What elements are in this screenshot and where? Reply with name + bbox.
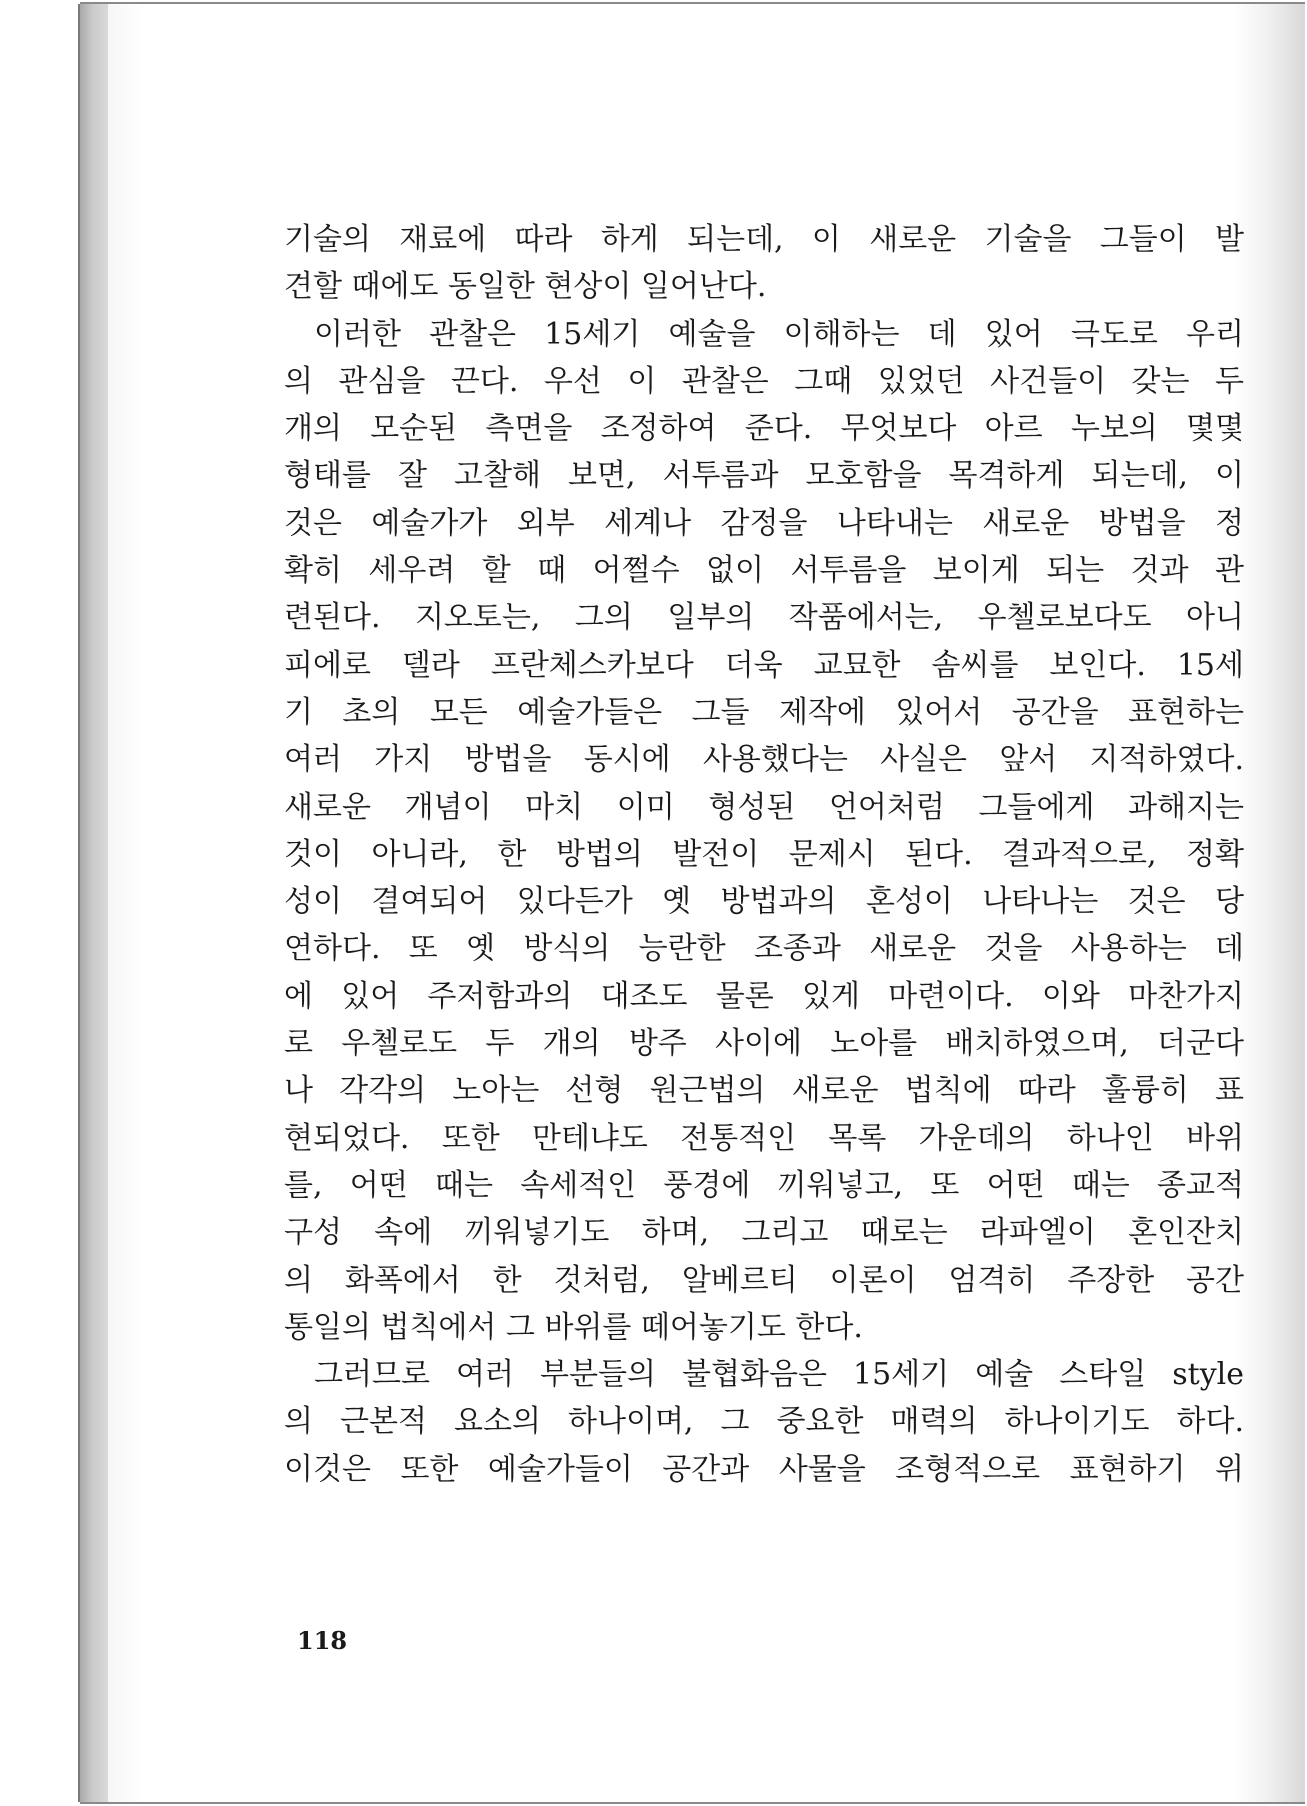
text-line: 이것은 또한 예술가들이 공간과 사물을 조형적으로 표현하기 위 xyxy=(284,1451,1244,1487)
text-line: 그러므로 여러 부분들의 불협화음은 15세기 예술 스타일 style xyxy=(314,1357,1244,1393)
text-line: 에 있어 주저함과의 대조도 물론 있게 마련이다. 이와 마찬가지 xyxy=(284,978,1244,1014)
text-line: 피에로 델라 프란체스카보다 더욱 교묘한 솜씨를 보인다. 15세 xyxy=(284,647,1244,683)
text-line: 의 화폭에서 한 것처럼, 알베르티 이론이 엄격히 주장한 공간 xyxy=(284,1262,1244,1298)
text-line: 새로운 개념이 마치 이미 형성된 언어처럼 그들에게 과해지는 xyxy=(284,789,1244,825)
text-line: 연하다. 또 옛 방식의 능란한 조종과 새로운 것을 사용하는 데 xyxy=(284,931,1244,967)
text-line: 성이 결여되어 있다든가 옛 방법과의 혼성이 나타나는 것은 당 xyxy=(284,884,1244,920)
page-bottom-border xyxy=(80,1802,1305,1804)
text-line: 견할 때에도 동일한 현상이 일어난다. xyxy=(284,269,767,305)
text-line: 개의 모순된 측면을 조정하여 준다. 무엇보다 아르 누보의 몇몇 xyxy=(284,411,1244,447)
text-line: 구성 속에 끼워넣기도 하며, 그리고 때로는 라파엘이 혼인잔치 xyxy=(284,1215,1244,1251)
text-line: 것이 아니라, 한 방법의 발전이 문제시 된다. 결과적으로, 정확 xyxy=(284,836,1244,872)
text-line: 확히 세우려 할 때 어쩔수 없이 서투름을 보이게 되는 것과 관 xyxy=(284,553,1244,589)
paragraph xyxy=(284,216,1244,311)
text-line: 기술의 재료에 따라 하게 되는데, 이 새로운 기술을 그들이 발 xyxy=(284,222,1244,257)
text-line: 형태를 잘 고찰해 보면, 서투름과 모호함을 목격하게 되는데, 이 xyxy=(284,458,1244,494)
paragraph xyxy=(284,1351,1244,1493)
text-line: 련된다. 지오토는, 그의 일부의 작품에서는, 우첼로보다도 아니 xyxy=(284,600,1244,636)
text-line: 통일의 법칙에서 그 바위를 떼어놓기도 한다. xyxy=(284,1309,863,1345)
paragraph xyxy=(284,311,1244,1352)
text-line: 것은 예술가가 외부 세계나 감정을 나타내는 새로운 방법을 정 xyxy=(284,505,1244,541)
body-text xyxy=(284,216,1244,1493)
text-line: 의 근본적 요소의 하나이며, 그 중요한 매력의 하나이기도 하다. xyxy=(284,1404,1244,1440)
text-line: 의 관심을 끈다. 우선 이 관찰은 그때 있었던 사건들이 갖는 두 xyxy=(284,363,1244,399)
book-page xyxy=(108,4,1305,1802)
text-line: 로 우첼로도 두 개의 방주 사이에 노아를 배치하였으며, 더군다 xyxy=(284,1026,1244,1062)
page-stack-edge xyxy=(78,4,110,1802)
text-line: 여러 가지 방법을 동시에 사용했다는 사실은 앞서 지적하였다. xyxy=(284,742,1244,778)
text-line: 기 초의 모든 예술가들은 그들 제작에 있어서 공간을 표현하는 xyxy=(284,694,1244,730)
text-line: 를, 어떤 때는 속세적인 풍경에 끼워넣고, 또 어떤 때는 종교적 xyxy=(284,1167,1244,1203)
text-line: 이러한 관찰은 15세기 예술을 이해하는 데 있어 극도로 우리 xyxy=(314,316,1244,352)
text-line: 현되었다. 또한 만테냐도 전통적인 목록 가운데의 하나인 바위 xyxy=(284,1120,1244,1156)
page-number: 118 xyxy=(297,1626,348,1655)
text-line: 나 각각의 노아는 선형 원근법의 새로운 법칙에 따라 훌륭히 표 xyxy=(284,1073,1244,1109)
